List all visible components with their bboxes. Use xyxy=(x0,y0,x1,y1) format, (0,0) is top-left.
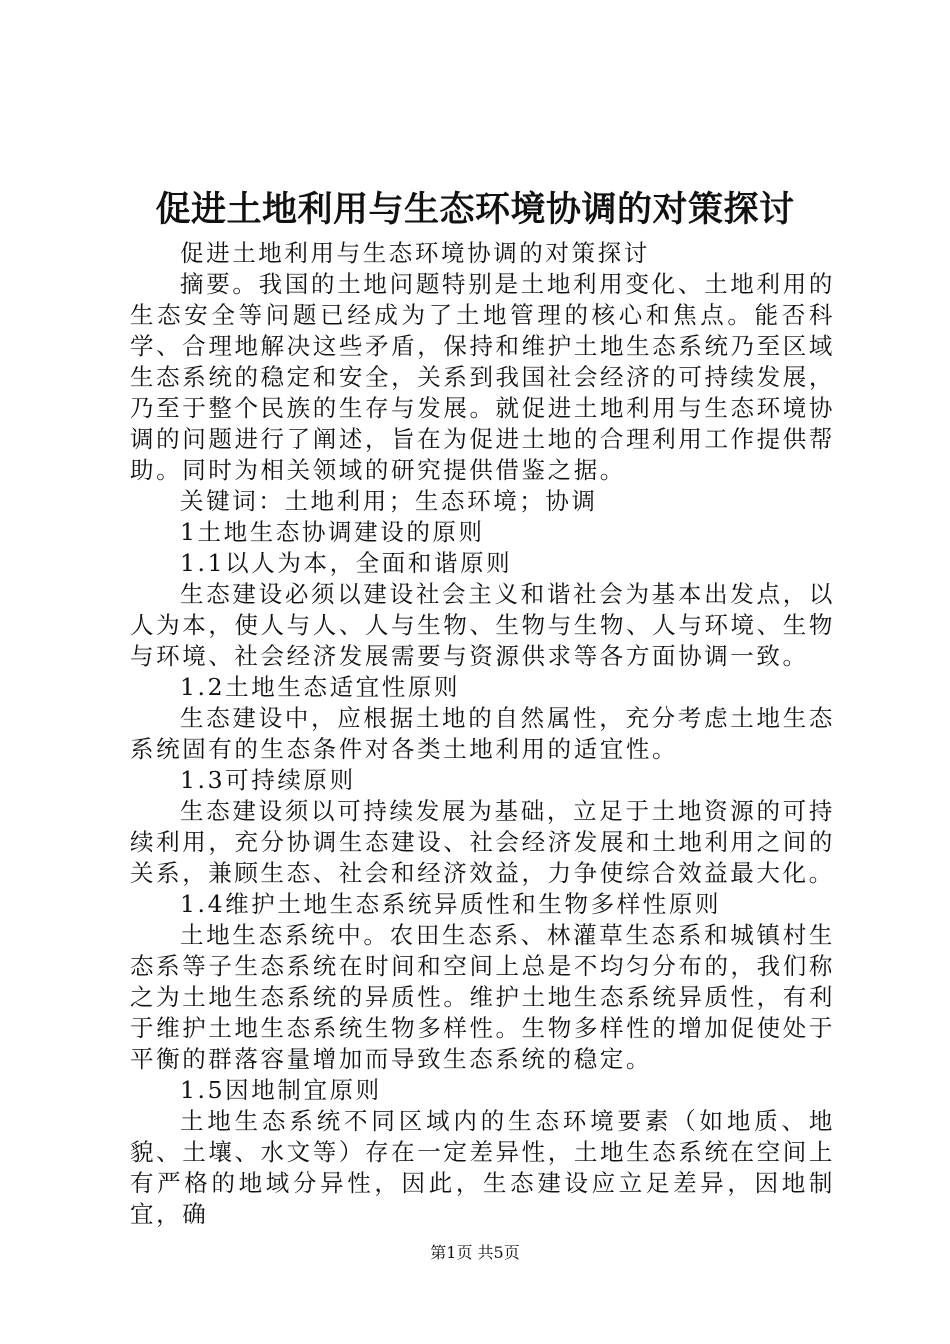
section-heading-1-1: 1.1以人为本，全面和谐原则 xyxy=(180,549,513,577)
page-number-footer: 第1页 共5页 xyxy=(430,1243,520,1262)
paragraph-1-1: 生态建设必须以建设社会主义和谐社会为基本出发点，以人为本，使人与人、人与生物、生物与生物、人与环境、生物与环境、社会经济发展需要与资源供求等各方面协调一致。 xyxy=(130,580,835,670)
subtitle-line: 促进土地利用与生态环境协调的对策探讨 xyxy=(180,239,650,267)
section-heading-1: 1土地生态协调建设的原则 xyxy=(180,518,485,546)
section-heading-1-4: 1.4维护土地生态系统异质性和生物多样性原则 xyxy=(180,890,722,918)
paragraph-1-4: 土地生态系统中。农田生态系、林灌草生态系和城镇村生态系等子生态系统在时间和空间上总是不均匀分布的，我们称之为土地生态系统的异质性。维护土地生态系统异质性，有利于维护土地生态系统生物多样性。生物多样性的增加促使处于平衡的群落容量增加而导致生态系统的稳定。 xyxy=(130,921,835,1073)
section-heading-1-3: 1.3可持续原则 xyxy=(180,766,356,794)
section-heading-1-5: 1.5因地制宜原则 xyxy=(180,1076,382,1104)
paragraph-1-5: 土地生态系统不同区域内的生态环境要素（如地质、地貌、土壤、水文等）存在一定差异性，土地生态系统在空间上有严格的地域分异性，因此，生态建设应立足差异，因地制宜，确 xyxy=(130,1107,835,1228)
keywords-line: 关键词：土地利用；生态环境；协调 xyxy=(180,487,598,515)
paragraph-1-3: 生态建设须以可持续发展为基础，立足于土地资源的可持续利用，充分协调生态建设、社会经济发展和土地利用之间的关系，兼顾生态、社会和经济效益，力争使综合效益最大化。 xyxy=(130,797,835,887)
paragraph-1-2: 生态建设中，应根据土地的自然属性，充分考虑土地生态系统固有的生态条件对各类土地利用的适宜性。 xyxy=(130,704,835,763)
document-title: 促进土地利用与生态环境协调的对策探讨 xyxy=(155,189,795,230)
section-heading-1-2: 1.2土地生态适宜性原则 xyxy=(180,673,461,701)
abstract-paragraph: 摘要。我国的土地问题特别是土地利用变化、土地利用的生态安全等问题已经成为了土地管理的核心和焦点。能否科学、合理地解决这些矛盾，保持和维护土地生态系统乃至区域生态系统的稳定和安全，关系到我国社会经济的可持续发展，乃至于整个民族的生存与发展。就促进土地利用与生态环境协调的问题进行了阐述，旨在为促进土地的合理利用工作提供帮助。同时为相关领域的研究提供借鉴之据。 xyxy=(130,270,835,484)
document-body xyxy=(130,238,835,1230)
